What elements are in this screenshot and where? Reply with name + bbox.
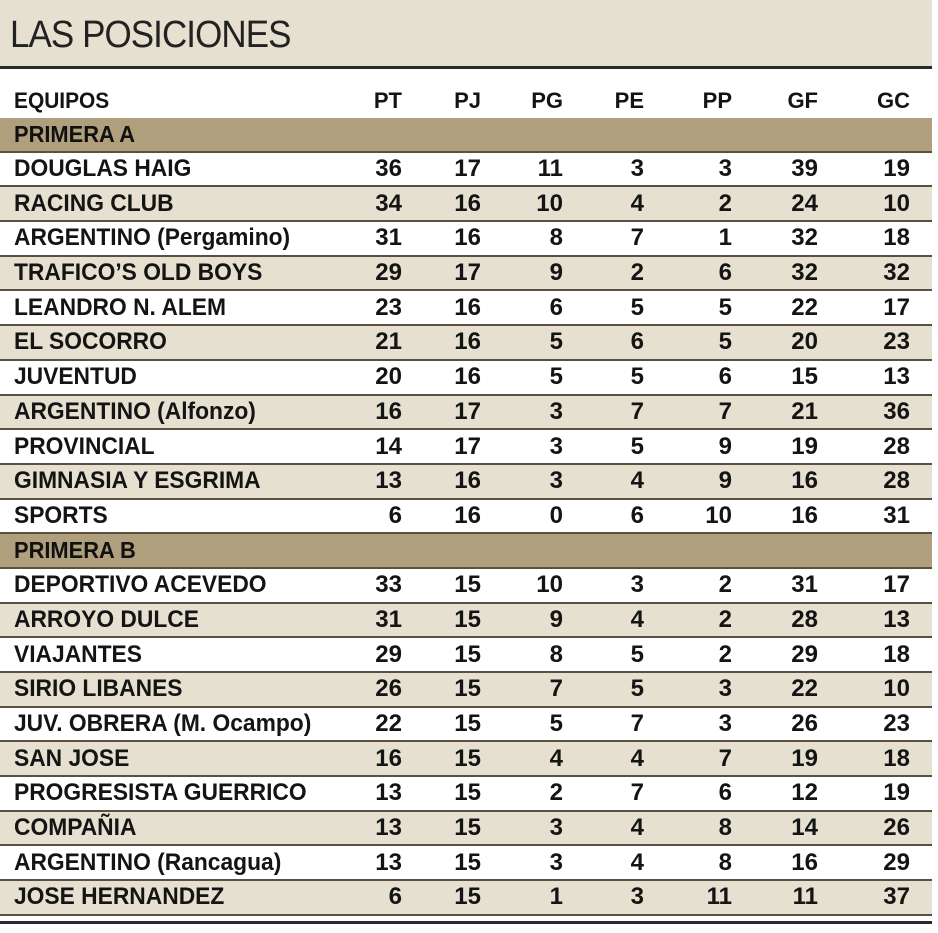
stat-gf: 22 (791, 293, 818, 321)
standings-table (0, 84, 932, 916)
stat-pt: 36 (375, 155, 402, 183)
stat-pg: 2 (549, 779, 563, 807)
stat-pe: 5 (630, 640, 644, 668)
table-row (0, 742, 932, 777)
stat-gc: 17 (883, 571, 910, 599)
stat-pj: 16 (454, 224, 481, 252)
stat-pp: 11 (706, 883, 732, 911)
stat-gc: 18 (883, 640, 910, 668)
stat-gc: 19 (883, 155, 910, 183)
stat-pj: 17 (454, 259, 481, 287)
team-name: ARGENTINO (Pergamino) (14, 224, 291, 252)
table-row (0, 604, 932, 639)
stat-pe: 7 (630, 779, 644, 807)
stat-gf: 19 (791, 744, 818, 772)
stat-gf: 15 (791, 363, 818, 391)
table-row (0, 257, 932, 292)
stat-pe: 5 (630, 675, 644, 703)
bottom-rule (0, 921, 932, 924)
stat-pp: 5 (718, 328, 732, 356)
stat-pe: 6 (630, 328, 644, 356)
stat-pt: 16 (375, 397, 402, 425)
stat-pg: 3 (549, 467, 563, 495)
table-row (0, 430, 932, 465)
stat-pg: 1 (549, 883, 563, 911)
table-row (0, 812, 932, 847)
team-name: SAN JOSE (14, 744, 130, 772)
stat-pg: 5 (549, 328, 563, 356)
column-header-pp: PP (702, 88, 732, 113)
stat-gf: 22 (791, 675, 818, 703)
stat-gf: 39 (791, 155, 818, 183)
stat-pg: 10 (536, 189, 563, 217)
table-row (0, 396, 932, 431)
title-bar (0, 0, 932, 69)
table-row (0, 222, 932, 257)
stat-pp: 3 (718, 710, 732, 738)
stat-pj: 15 (454, 605, 481, 633)
stat-pt: 13 (375, 848, 402, 876)
stat-pe: 2 (630, 259, 644, 287)
stat-gc: 13 (883, 605, 910, 633)
stat-pp: 2 (718, 640, 732, 668)
stat-pt: 6 (388, 501, 402, 529)
stat-pp: 3 (718, 155, 732, 183)
team-name: EL SOCORRO (14, 328, 167, 356)
stat-gc: 37 (883, 883, 910, 911)
team-name: SPORTS (14, 501, 108, 529)
team-name: LEANDRO N. ALEM (14, 293, 226, 321)
stat-pt: 29 (375, 259, 402, 287)
section-title: PRIMERA A (14, 120, 135, 147)
stat-pp: 6 (718, 779, 732, 807)
stat-pp: 6 (718, 259, 732, 287)
stat-pe: 3 (630, 155, 644, 183)
stat-pp: 9 (718, 432, 732, 460)
stat-gf: 11 (792, 883, 818, 911)
stat-pe: 5 (630, 293, 644, 321)
stat-pj: 15 (454, 640, 481, 668)
team-name: PROGRESISTA GUERRICO (14, 779, 307, 807)
stat-pe: 6 (630, 501, 644, 529)
table-row (0, 881, 932, 916)
team-name: GIMNASIA Y ESGRIMA (14, 467, 261, 495)
stat-pe: 7 (630, 224, 644, 252)
stat-pt: 23 (375, 293, 402, 321)
stat-pg: 3 (549, 848, 563, 876)
stat-pj: 16 (454, 293, 481, 321)
stat-pt: 22 (375, 710, 402, 738)
stat-gf: 28 (791, 605, 818, 633)
team-name: TRAFICO’S OLD BOYS (14, 259, 263, 287)
stat-pg: 0 (549, 501, 563, 529)
stat-pg: 9 (549, 259, 563, 287)
stat-pe: 7 (630, 397, 644, 425)
stat-pt: 26 (375, 675, 402, 703)
column-header-pt: PT (373, 88, 402, 113)
stat-pj: 16 (454, 189, 481, 217)
stat-pj: 15 (454, 710, 481, 738)
stat-pe: 5 (630, 432, 644, 460)
stat-pp: 10 (705, 501, 732, 529)
stat-pp: 3 (718, 675, 732, 703)
stat-pp: 5 (718, 293, 732, 321)
team-name: DEPORTIVO ACEVEDO (14, 571, 267, 599)
stat-pg: 4 (549, 744, 563, 772)
stat-gc: 32 (883, 259, 910, 287)
stat-pt: 29 (375, 640, 402, 668)
stat-pg: 7 (549, 675, 563, 703)
stat-gc: 13 (883, 363, 910, 391)
stat-pg: 11 (537, 155, 563, 183)
stat-gc: 36 (883, 397, 910, 425)
table-row (0, 846, 932, 881)
stat-pt: 21 (375, 328, 402, 356)
stat-pg: 3 (549, 432, 563, 460)
stat-gc: 18 (883, 224, 910, 252)
team-name: JUV. OBRERA (M. Ocampo) (14, 710, 312, 738)
stat-gc: 23 (883, 710, 910, 738)
stat-gf: 32 (791, 259, 818, 287)
table-row (0, 777, 932, 812)
team-name: COMPAÑIA (14, 814, 137, 842)
stat-gf: 29 (791, 640, 818, 668)
table-header-row (0, 84, 932, 118)
stat-pp: 2 (718, 189, 732, 217)
stat-gc: 18 (883, 744, 910, 772)
stat-pj: 16 (454, 501, 481, 529)
stat-pt: 33 (375, 571, 402, 599)
stat-pj: 15 (454, 779, 481, 807)
stat-pj: 16 (454, 328, 481, 356)
column-header-pe: PE (614, 88, 644, 113)
team-name: SIRIO LIBANES (14, 675, 183, 703)
team-name: JOSE HERNANDEZ (14, 883, 225, 911)
stat-pe: 4 (630, 814, 644, 842)
stat-pp: 2 (718, 571, 732, 599)
column-header-pj: PJ (454, 88, 481, 113)
stat-gc: 28 (883, 467, 910, 495)
column-header-pg: PG (531, 88, 563, 113)
stat-gf: 32 (791, 224, 818, 252)
section-title: PRIMERA B (14, 537, 136, 564)
stat-gc: 10 (883, 675, 910, 703)
table-row (0, 326, 932, 361)
stat-pg: 9 (549, 605, 563, 633)
stat-pp: 2 (718, 605, 732, 633)
team-name: ARROYO DULCE (14, 605, 199, 633)
stat-gf: 21 (791, 397, 818, 425)
stat-pg: 10 (536, 571, 563, 599)
section-header-row (0, 118, 932, 153)
stat-gf: 16 (791, 467, 818, 495)
stat-gc: 17 (883, 293, 910, 321)
stat-pt: 16 (375, 744, 402, 772)
stat-pj: 17 (454, 397, 481, 425)
stat-gc: 29 (883, 848, 910, 876)
stat-pt: 31 (375, 605, 402, 633)
stat-pg: 3 (549, 397, 563, 425)
stat-gc: 28 (883, 432, 910, 460)
stat-pe: 4 (630, 189, 644, 217)
stat-gf: 26 (791, 710, 818, 738)
stat-gc: 10 (883, 189, 910, 217)
column-header-equipos: EQUIPOS (14, 88, 110, 113)
stat-pj: 15 (454, 571, 481, 599)
stat-gc: 19 (883, 779, 910, 807)
stat-pj: 15 (454, 675, 481, 703)
stat-pt: 13 (375, 814, 402, 842)
stat-pe: 4 (630, 848, 644, 876)
stat-gf: 19 (791, 432, 818, 460)
stat-pt: 31 (375, 224, 402, 252)
stat-pt: 14 (375, 432, 402, 460)
table-row (0, 465, 932, 500)
stat-pe: 7 (630, 710, 644, 738)
stat-pp: 7 (718, 744, 732, 772)
stat-pe: 3 (630, 571, 644, 599)
stat-pg: 6 (549, 293, 563, 321)
page-title: LAS POSICIONES (10, 14, 291, 56)
team-name: ARGENTINO (Rancagua) (14, 848, 282, 876)
stat-pp: 9 (718, 467, 732, 495)
table-row (0, 187, 932, 222)
stat-pp: 1 (718, 224, 732, 252)
stat-gf: 16 (791, 848, 818, 876)
stat-gc: 26 (883, 814, 910, 842)
table-row (0, 361, 932, 396)
stat-pt: 13 (375, 779, 402, 807)
stat-pg: 8 (549, 224, 563, 252)
stat-gf: 14 (791, 814, 818, 842)
stat-pg: 3 (549, 814, 563, 842)
stat-pe: 5 (630, 363, 644, 391)
stat-pt: 6 (388, 883, 402, 911)
stat-pt: 20 (375, 363, 402, 391)
stat-pg: 5 (549, 710, 563, 738)
team-name: PROVINCIAL (14, 432, 155, 460)
stat-pj: 15 (454, 814, 481, 842)
stat-pj: 15 (454, 744, 481, 772)
team-name: RACING CLUB (14, 189, 174, 217)
column-header-gc: GC (877, 88, 910, 113)
stat-pe: 4 (630, 467, 644, 495)
stat-gf: 16 (791, 501, 818, 529)
table-row (0, 708, 932, 743)
table-row (0, 673, 932, 708)
stat-pj: 16 (454, 363, 481, 391)
stat-pp: 6 (718, 363, 732, 391)
stat-pe: 4 (630, 744, 644, 772)
team-name: DOUGLAS HAIG (14, 155, 192, 183)
table-row (0, 638, 932, 673)
stat-pj: 15 (454, 848, 481, 876)
stat-pj: 16 (454, 467, 481, 495)
table-row (0, 500, 932, 535)
stat-pe: 3 (630, 883, 644, 911)
stat-pp: 7 (718, 397, 732, 425)
stat-gc: 23 (883, 328, 910, 356)
stat-gf: 24 (791, 189, 818, 217)
stat-pg: 5 (549, 363, 563, 391)
stat-pt: 34 (375, 189, 402, 217)
team-name: JUVENTUD (14, 363, 137, 391)
stat-gf: 31 (791, 571, 818, 599)
team-name: VIAJANTES (14, 640, 142, 668)
stat-pp: 8 (718, 848, 732, 876)
column-header-gf: GF (787, 88, 818, 113)
section-header-row (0, 534, 932, 569)
stat-gc: 31 (883, 501, 910, 529)
stat-pt: 13 (375, 467, 402, 495)
stat-pp: 8 (718, 814, 732, 842)
stat-pj: 17 (454, 432, 481, 460)
team-name: ARGENTINO (Alfonzo) (14, 397, 256, 425)
stat-pg: 8 (549, 640, 563, 668)
stat-gf: 20 (791, 328, 818, 356)
stat-pe: 4 (630, 605, 644, 633)
stat-gf: 12 (791, 779, 818, 807)
table-row (0, 153, 932, 188)
table-row (0, 569, 932, 604)
stat-pj: 15 (454, 883, 481, 911)
table-row (0, 291, 932, 326)
stat-pj: 17 (454, 155, 481, 183)
